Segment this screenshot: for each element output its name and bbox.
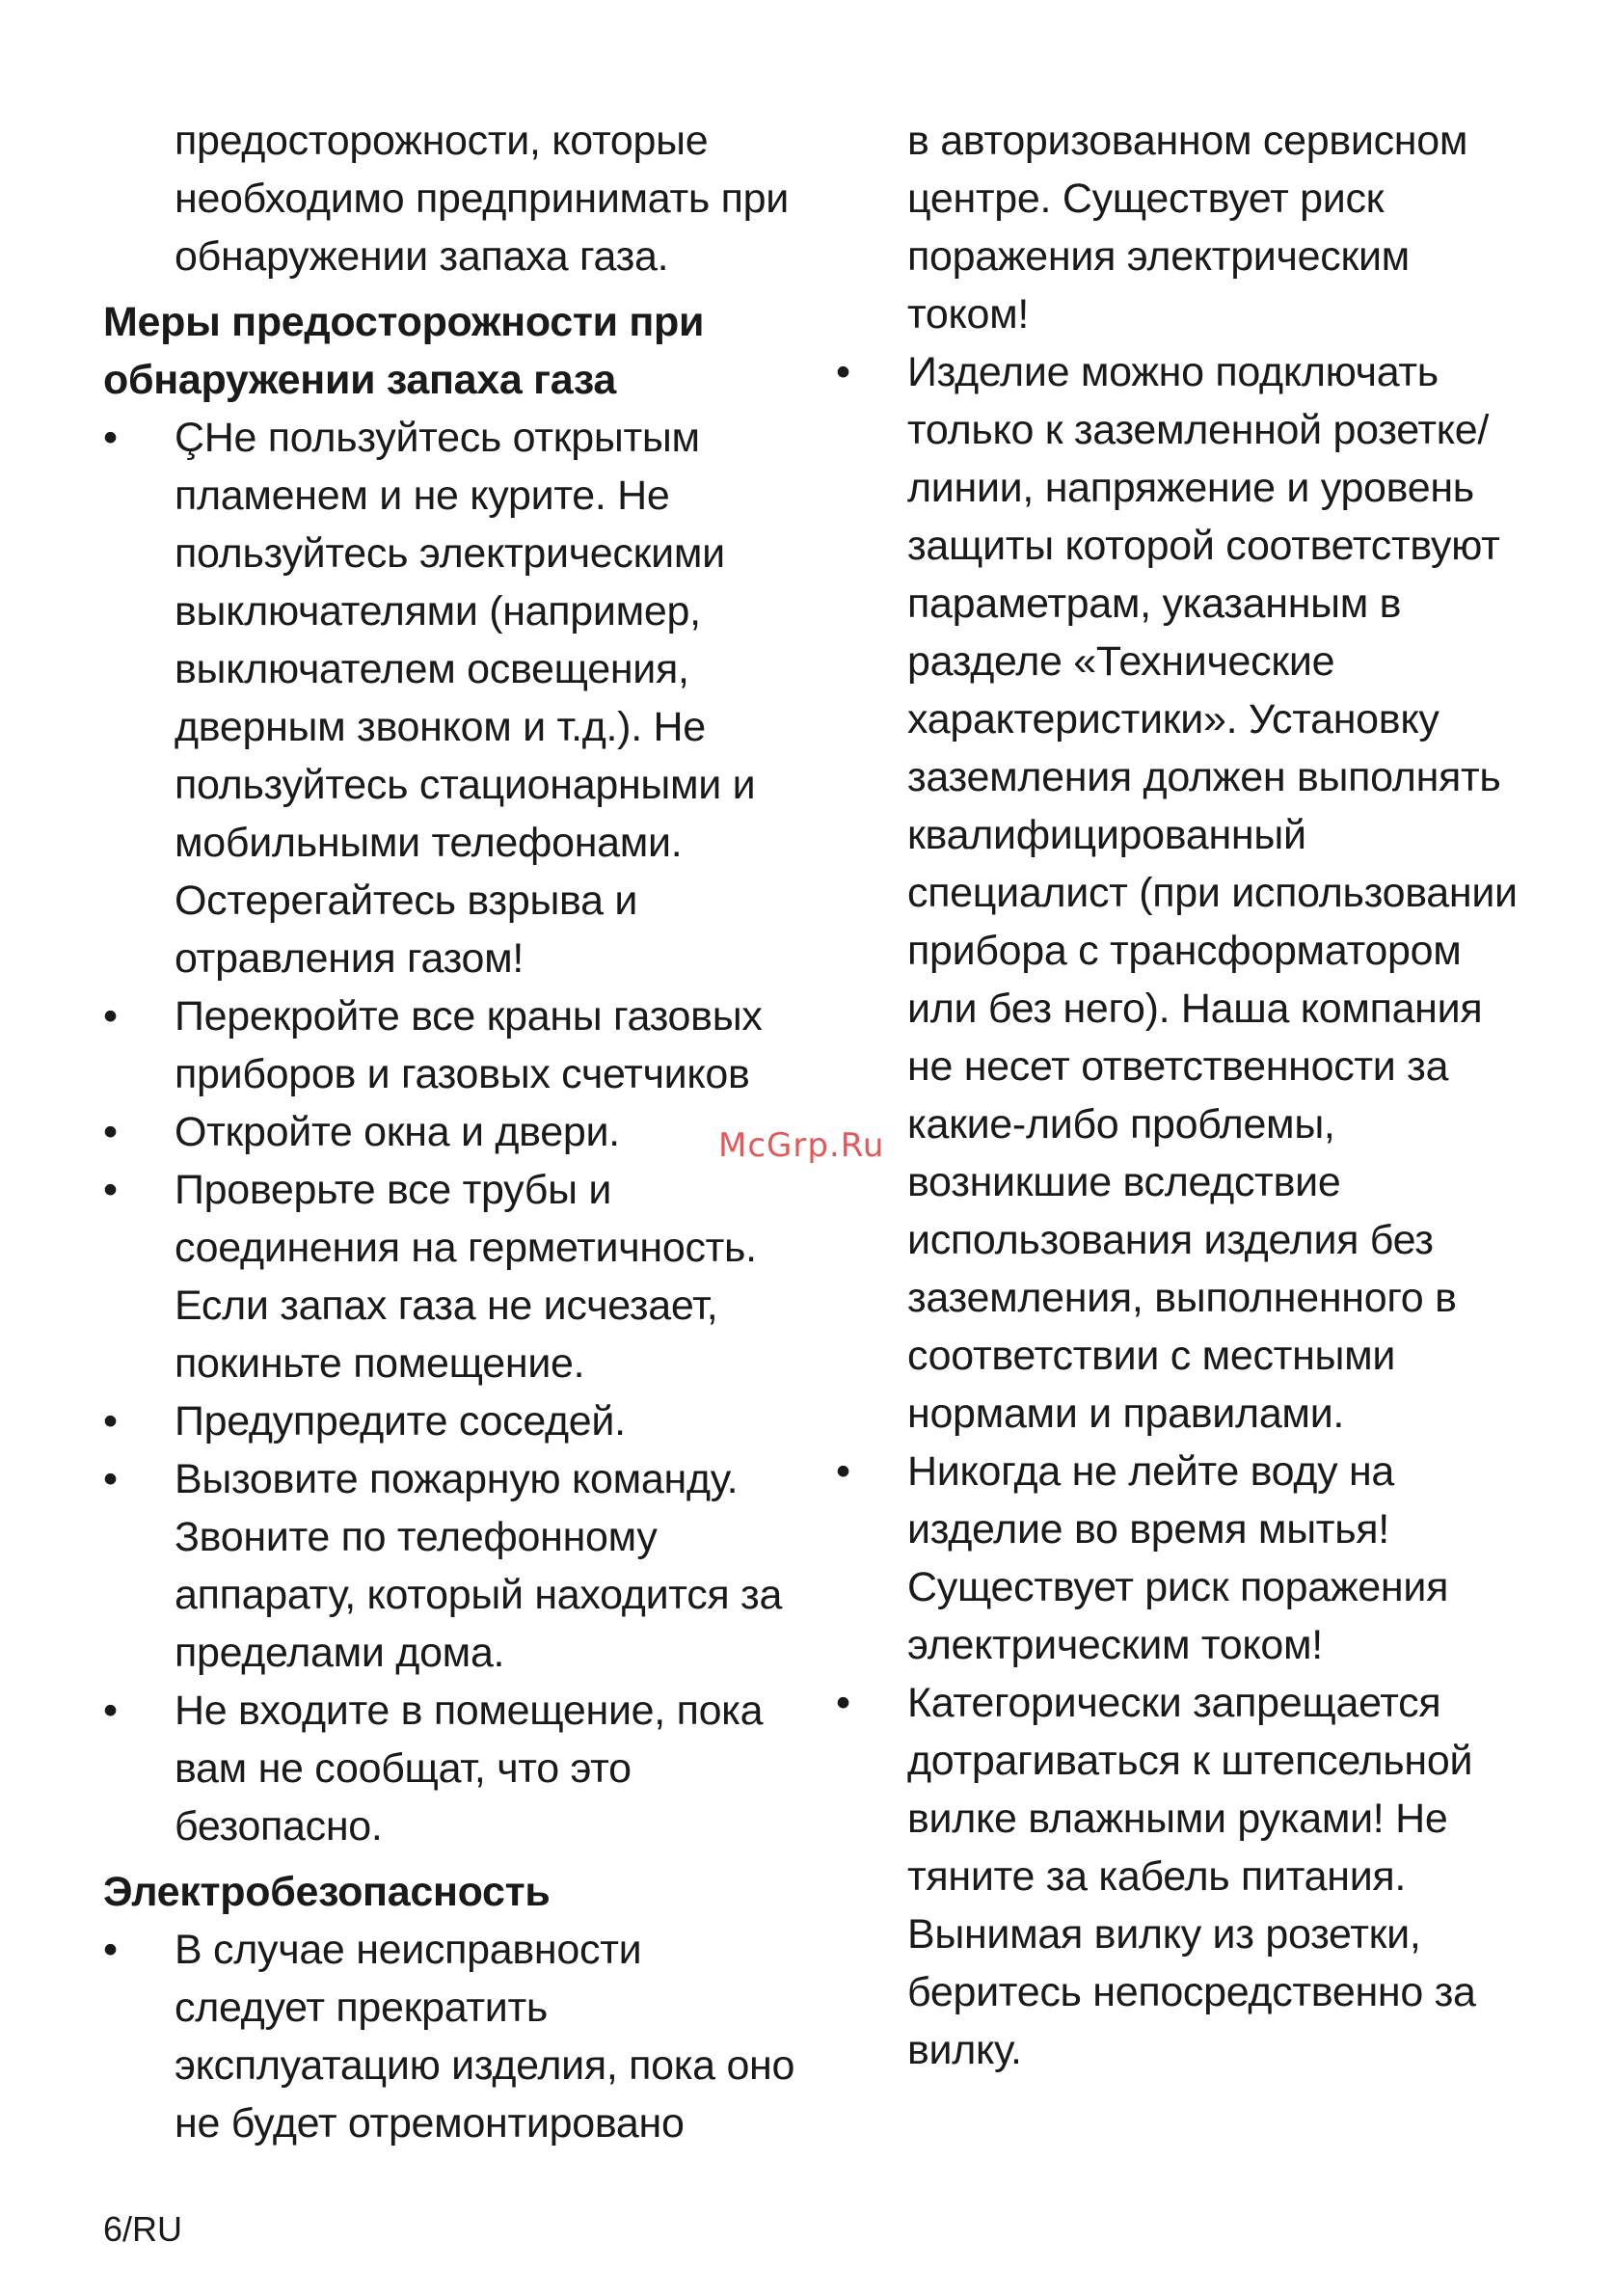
electric-safety-heading: Электробезопасность [103, 1869, 551, 1915]
list-item-text: Проверьте все трубы и соединения на герметичность. Если запах газа не исчезает, покиньте помещение. [175, 1167, 757, 1387]
list-item [836, 1674, 1530, 2079]
list-item-text: В случае неисправности следует прекратить эксплуатацию изделия, пока оно не будет отремонтировано [175, 1927, 795, 2147]
list-item-text: Перекройте все краны газовых приборов и газовых счетчиков [175, 993, 763, 1097]
list-item [103, 1161, 797, 1392]
bullet-icon: • [103, 415, 118, 461]
bullet-icon: • [103, 1927, 118, 1973]
gas-safety-heading: Меры предосторожности при обнаружении запаха газа [103, 299, 705, 403]
bullet-icon: • [103, 1456, 118, 1502]
list-item-text: Никогда не лейте воду на изделие во время мытья! Существует риск поражения электрическим током! [907, 1448, 1449, 1668]
intro-paragraph: предосторожности, которые необходимо предпринимать при обнаружении запаха газа. [175, 118, 789, 280]
bullet-icon: • [103, 1398, 118, 1445]
bullet-icon: • [103, 1688, 118, 1734]
list-item-text: ÇНе пользуйтесь открытым пламенем и не курите. Не пользуйтесь электрическими выключателями (например, выключателем освещения, дверным звонком и т.д.). Не пользуйтесь стационарными и мобильными телефонами. Остерегайтесь взрыва и отравления газом! [175, 415, 756, 982]
gas-safety-list [103, 409, 797, 1855]
list-item [103, 987, 797, 1103]
list-item [103, 1682, 797, 1855]
list-item [836, 1443, 1530, 1674]
bullet-icon: • [836, 1680, 850, 1726]
left-column [103, 112, 797, 2152]
bullet-icon: • [103, 1109, 118, 1155]
electric-safety-list [103, 1921, 797, 2152]
list-item-text: Предупредите соседей. [175, 1398, 626, 1445]
list-item-text: Не входите в помещение, пока вам не сообщат, что это безопасно. [175, 1688, 764, 1850]
list-item [103, 1921, 797, 2152]
electric-safety-list-continued [836, 343, 1530, 2079]
continuation-paragraph: в авторизованном сервисном центре. Существует риск поражения электрическим током! [907, 118, 1468, 338]
right-column [836, 112, 1530, 2079]
list-item-text: Вызовите пожарную команду. Звоните по телефонному аппарату, который находится за пределами дома. [175, 1456, 783, 1676]
list-item [103, 1392, 797, 1450]
list-item [103, 409, 797, 987]
list-item [103, 1103, 797, 1161]
bullet-icon: • [836, 349, 850, 395]
list-item [103, 1450, 797, 1682]
list-item [836, 343, 1530, 1443]
watermark: McGrp.Ru [718, 1126, 885, 1165]
list-item-text: Категорически запрещается дотрагиваться к штепсельной вилке влажными руками! Не тяните за кабель питания. Вынимая вилку из розетки, беритесь непосредственно за вилку. [907, 1680, 1476, 2073]
list-item-text: Откройте окна и двери. [175, 1109, 620, 1155]
bullet-icon: • [103, 1167, 118, 1213]
bullet-icon: • [836, 1448, 850, 1495]
list-item-text: Изделие можно подключать только к заземленной розетке/линии, напряжение и уровень защиты которой соответствуют параметрам, указанным в разделе «Технические характеристики». Установку заземления должен выполнять квалифицированный специалист (при использовании прибора с трансформатором или без него). Наша компания не несет ответственности за какие-либо проблемы, возникшие вследствие использования изделия без заземления, выполненного в соответствии с местными нормами и правилами. [907, 349, 1518, 1437]
page-number: 6/RU [103, 2209, 183, 2249]
bullet-icon: • [103, 993, 118, 1040]
